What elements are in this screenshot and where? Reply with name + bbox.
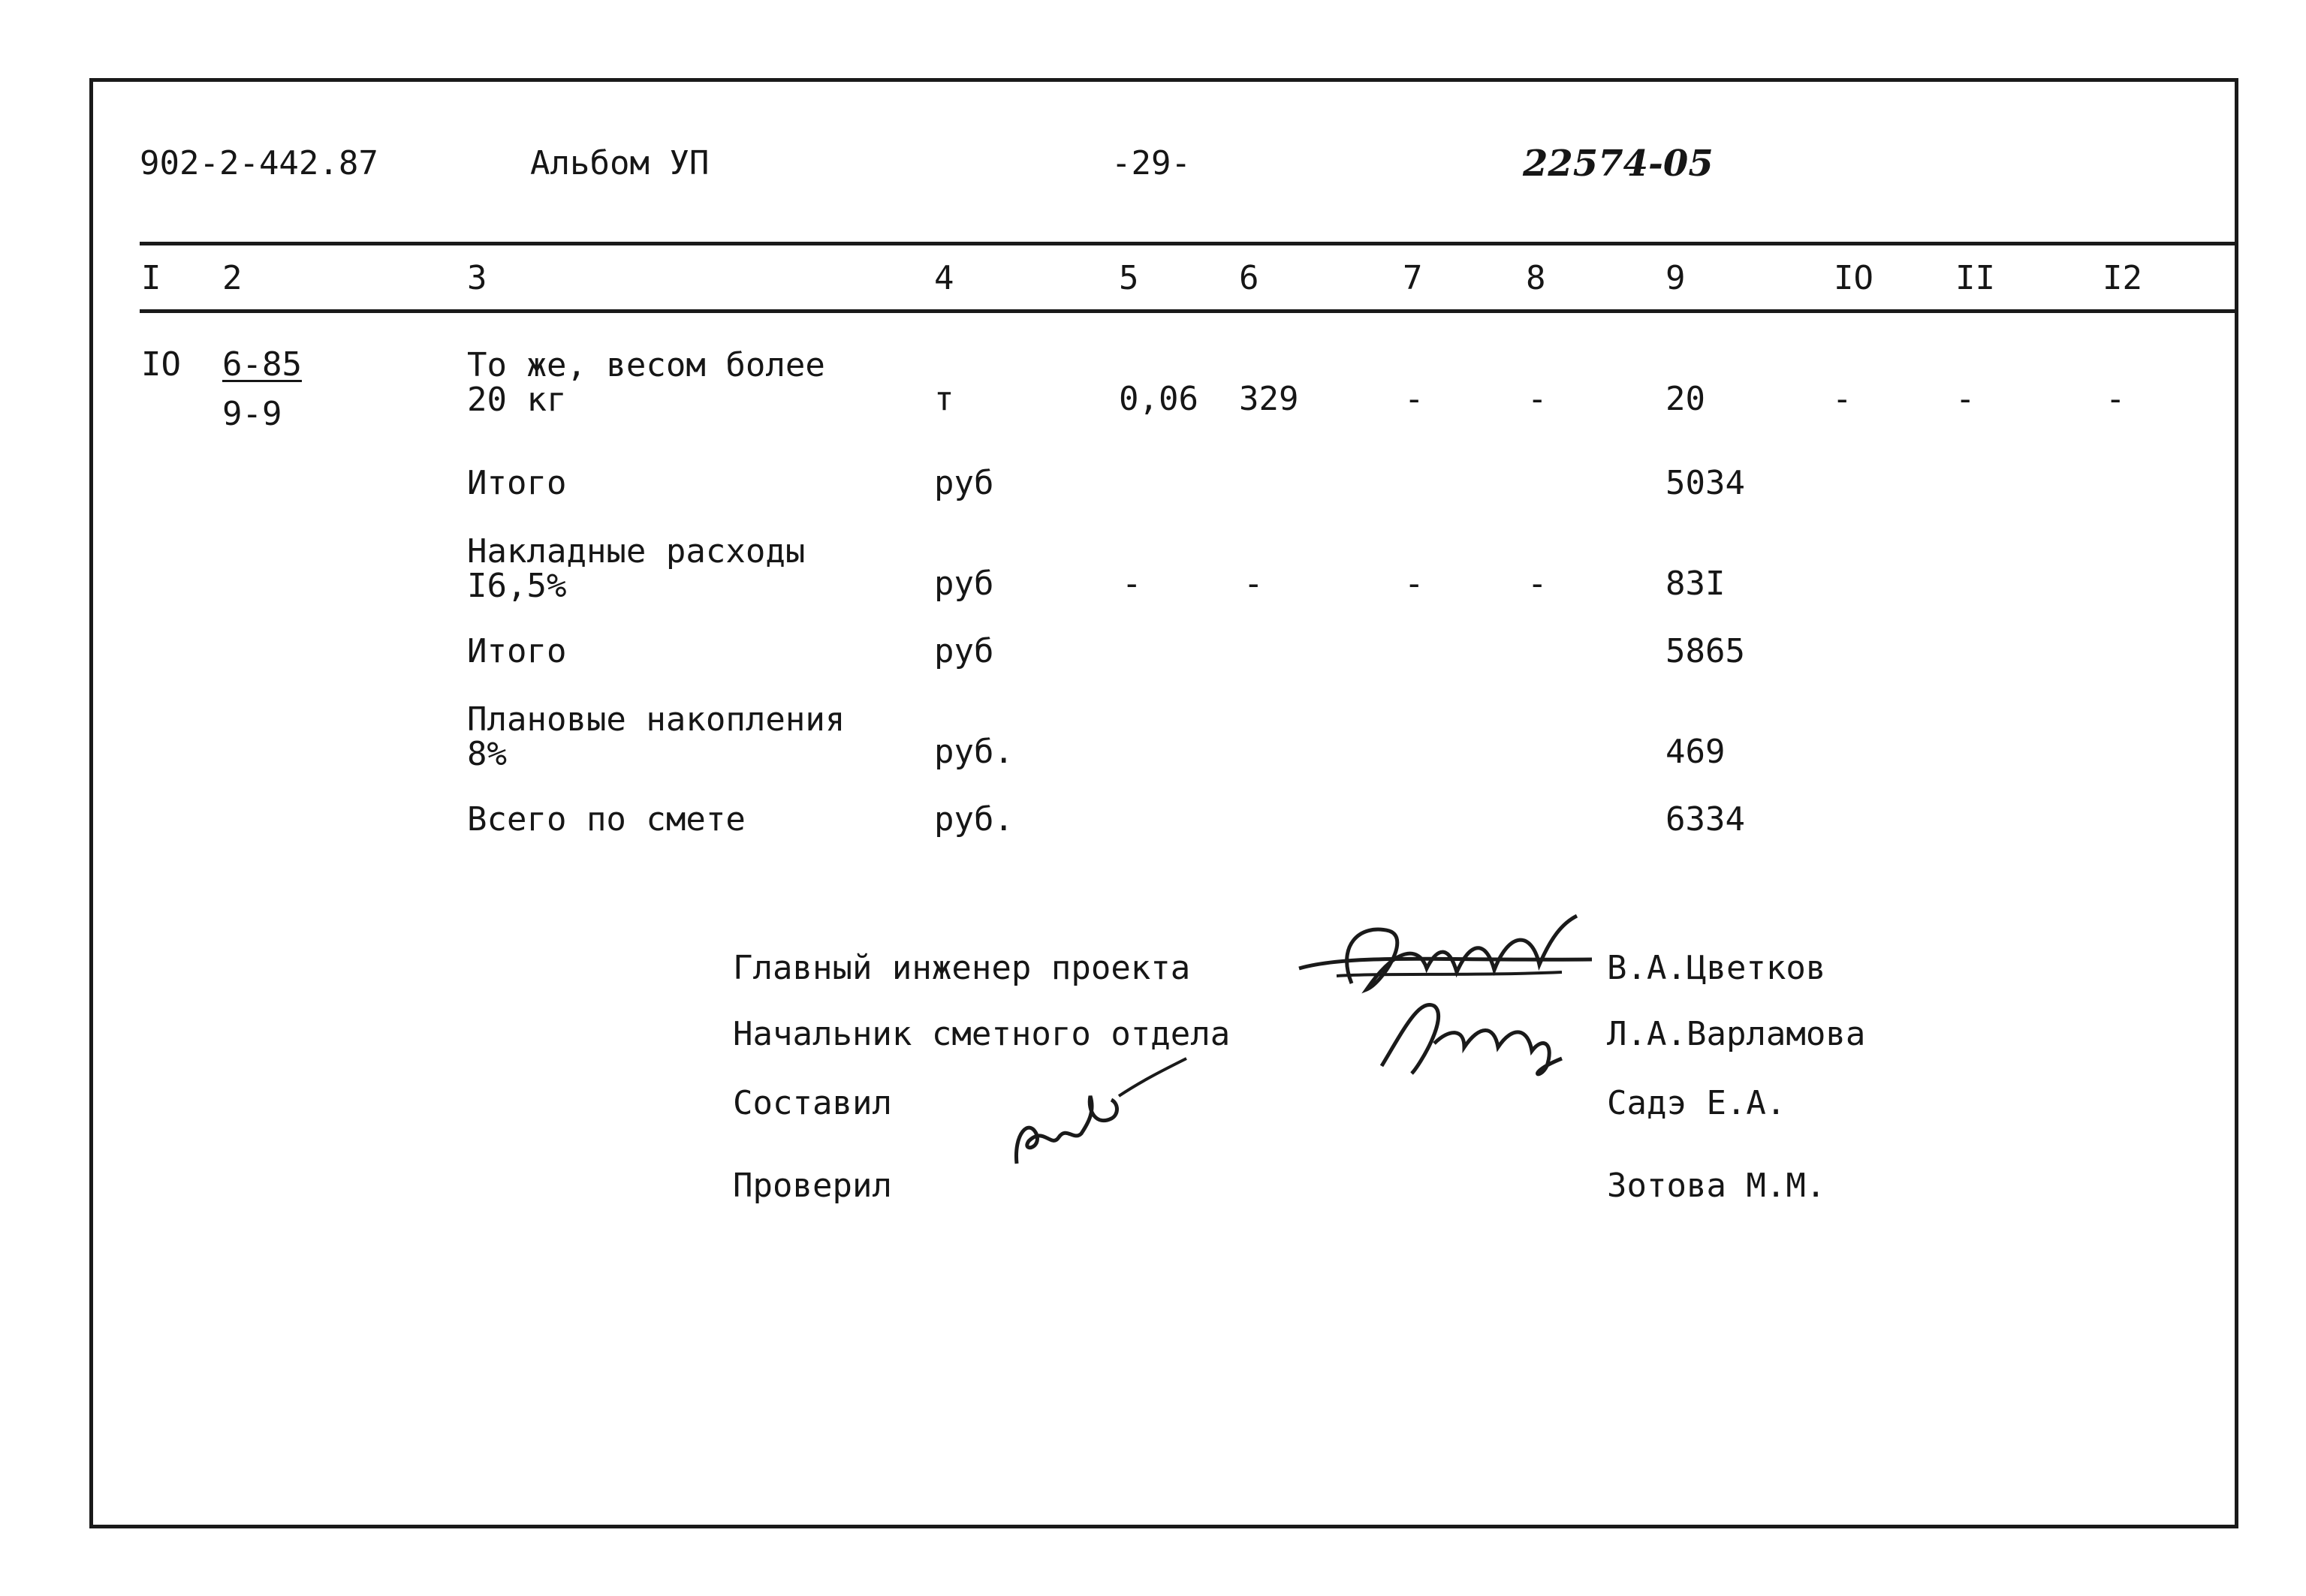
cell-col8: - (1527, 565, 1548, 603)
subtotal-unit: руб (934, 464, 994, 502)
signature-name: Зотова М.М. (1607, 1167, 1826, 1205)
signature-estimate-head (1367, 983, 1577, 1089)
grand-total-unit: руб. (934, 800, 1014, 839)
planned-savings-label: Плановые накопления 8% (467, 700, 846, 774)
col-header-10: IO (1834, 259, 1873, 297)
header-rule (140, 242, 2236, 245)
col-header-9: 9 (1665, 259, 1686, 297)
cell-col11: - (1955, 380, 1976, 418)
subtotal-value: 5865 (1665, 632, 1745, 670)
album-title: Альбом УП (530, 144, 710, 182)
doc-code: 902-2-442.87 (140, 144, 378, 182)
subtotal-label: Итого (467, 632, 567, 670)
item-name: То же, весом более 20 кг (467, 346, 825, 420)
col-header-8: 8 (1526, 259, 1546, 297)
cell-col5: - (1122, 565, 1142, 603)
subtotal-value: 5034 (1665, 464, 1745, 502)
subtotal-unit: руб (934, 632, 994, 670)
item-unit-price: 329 (1239, 380, 1299, 418)
cell-col12: - (2106, 380, 2126, 418)
page-number: -29- (1111, 144, 1191, 182)
grand-total-value: 6334 (1665, 800, 1745, 839)
item-total: 20 (1665, 380, 1705, 418)
cell-col8: - (1527, 380, 1548, 418)
column-header-rule (140, 309, 2236, 313)
planned-savings-unit: руб. (934, 733, 1014, 771)
item-quantity: 0,06 (1119, 380, 1198, 418)
norm-subcode: 9-9 (222, 395, 282, 433)
overhead-unit: руб (934, 565, 994, 603)
col-header-2: 2 (222, 259, 243, 297)
col-header-4: 4 (934, 259, 954, 297)
doc-number: 22574-05 (1523, 143, 1714, 185)
cell-col6: - (1243, 565, 1264, 603)
signature-name: Садэ Е.А. (1607, 1084, 1786, 1122)
planned-savings-value: 469 (1665, 733, 1726, 771)
overhead-value: 83I (1665, 565, 1726, 603)
signature-compiler (1006, 1066, 1201, 1171)
item-unit: т (934, 380, 954, 418)
col-header-11: II (1955, 259, 1995, 297)
cell-col7: - (1404, 565, 1424, 603)
signature-role: Составил (733, 1084, 892, 1122)
signature-role: Начальник сметного отдела (733, 1015, 1231, 1053)
col-header-7: 7 (1403, 259, 1423, 297)
col-header-12: I2 (2103, 259, 2142, 297)
col-header-5: 5 (1119, 259, 1139, 297)
row-number: IO (141, 345, 181, 384)
signature-name: Л.А.Варламова (1607, 1015, 1866, 1053)
signature-role: Проверил (733, 1167, 892, 1205)
col-header-1: I (141, 259, 161, 297)
col-header-6: 6 (1239, 259, 1259, 297)
signature-role: Главный инженер проекта (733, 949, 1191, 987)
cell-col10: - (1832, 380, 1852, 418)
overhead-label: Накладные расходы I6,5% (467, 532, 806, 606)
col-header-3: 3 (467, 259, 487, 297)
subtotal-label: Итого (467, 464, 567, 502)
signature-name: В.А.Цветков (1607, 949, 1826, 987)
page-frame (89, 78, 2238, 1528)
grand-total-label: Всего по смете (467, 800, 746, 839)
norm-code: 6-85 (222, 345, 302, 384)
cell-col7: - (1404, 380, 1424, 418)
